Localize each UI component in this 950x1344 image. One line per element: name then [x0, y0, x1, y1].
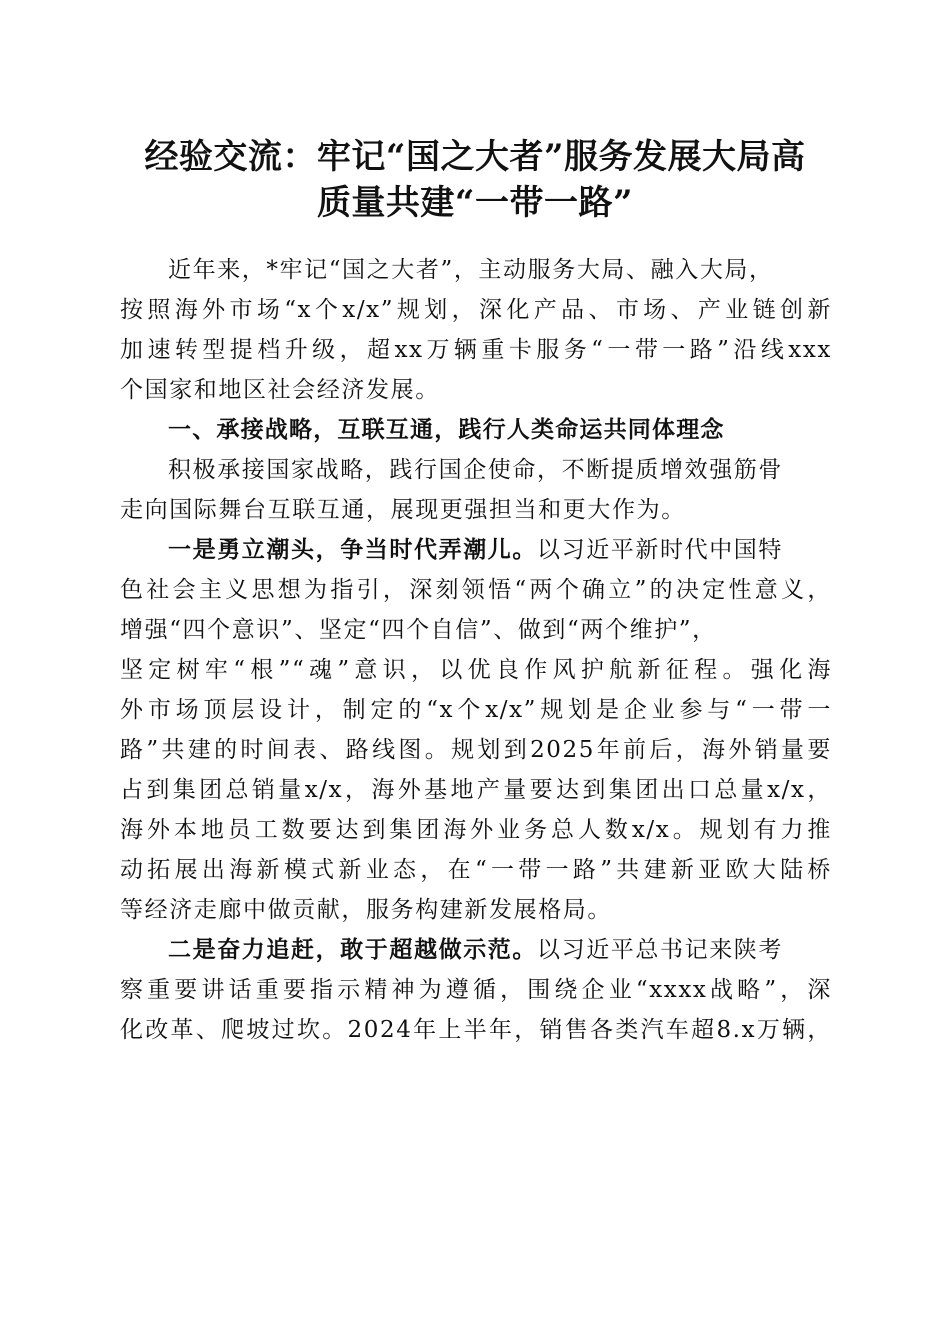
- point-1-first-line: [120, 530, 832, 570]
- document-title: [110, 134, 840, 226]
- point-1-line: 等经济走廊中做贡献，服务构建新发展格局。: [120, 897, 612, 923]
- title-line-2: 质量共建“一带一路”: [316, 183, 634, 223]
- point-1-line: 增强“四个意识”、坚定“四个自信”、做到“两个维护”，: [120, 617, 717, 643]
- intro-line-2: 按照海外市场“x个x/x”规划，深化产品、市场、产业链创新: [120, 297, 832, 323]
- section-1-intro-line-2: 走向国际舞台互联互通，展现更强担当和更大作为。: [120, 497, 686, 523]
- intro-paragraph: [120, 250, 832, 410]
- point-2-first-line-rest: 以习近平总书记来陕考: [537, 937, 783, 963]
- point-1-line: 路”共建的时间表、路线图。规划到2025年前后，海外销量要: [120, 737, 832, 763]
- point-2-line: 察重要讲话重要指示精神为遵循，围绕企业“xxxx战略”，深: [120, 977, 832, 1003]
- point-2-first-line: [120, 930, 832, 970]
- document-body: [120, 250, 832, 1050]
- point-2-line: 化改革、爬坡过坎。2024年上半年，销售各类汽车超8.x万辆，: [120, 1017, 832, 1043]
- point-1-first-line-rest: 以习近平新时代中国特: [537, 537, 783, 563]
- point-1-line: 占到集团总销量x/x，海外基地产量要达到集团出口总量x/x，: [120, 777, 832, 803]
- point-2-paragraph: [120, 930, 832, 1050]
- intro-line-1: 近年来，*牢记“国之大者”，主动服务大局、融入大局，: [168, 257, 774, 283]
- section-1-heading: 一、承接战略，互联互通，践行人类命运共同体理念: [168, 417, 725, 443]
- point-1-line: 坚定树牢“根”“魂”意识，以优良作风护航新征程。强化海: [120, 657, 832, 683]
- section-1-intro-line-1: 积极承接国家战略，践行国企使命，不断提质增效强筋骨: [168, 457, 783, 483]
- point-1-paragraph: [120, 530, 832, 930]
- section-1-intro-paragraph: [120, 450, 832, 530]
- point-1-lead: 一是勇立潮头，争当时代弄潮儿。: [168, 536, 537, 563]
- title-line-1: 经验交流：牢记“国之大者”服务发展大局高: [144, 137, 806, 177]
- intro-line-4: 个国家和地区社会经济发展。: [120, 377, 440, 403]
- point-1-line: 海外本地员工数要达到集团海外业务总人数x/x。规划有力推: [120, 817, 832, 843]
- point-1-line: 色社会主义思想为指引，深刻领悟“两个确立”的决定性意义，: [120, 577, 832, 603]
- point-1-line: 动拓展出海新模式新业态，在“一带一路”共建新亚欧大陆桥: [120, 857, 832, 883]
- intro-line-3: 加速转型提档升级，超xx万辆重卡服务“一带一路”沿线xxx: [120, 337, 832, 363]
- point-2-lead: 二是奋力追赶，敢于超越做示范。: [168, 936, 537, 963]
- point-1-line: 外市场顶层设计，制定的“x个x/x”规划是企业参与“一带一: [120, 697, 832, 723]
